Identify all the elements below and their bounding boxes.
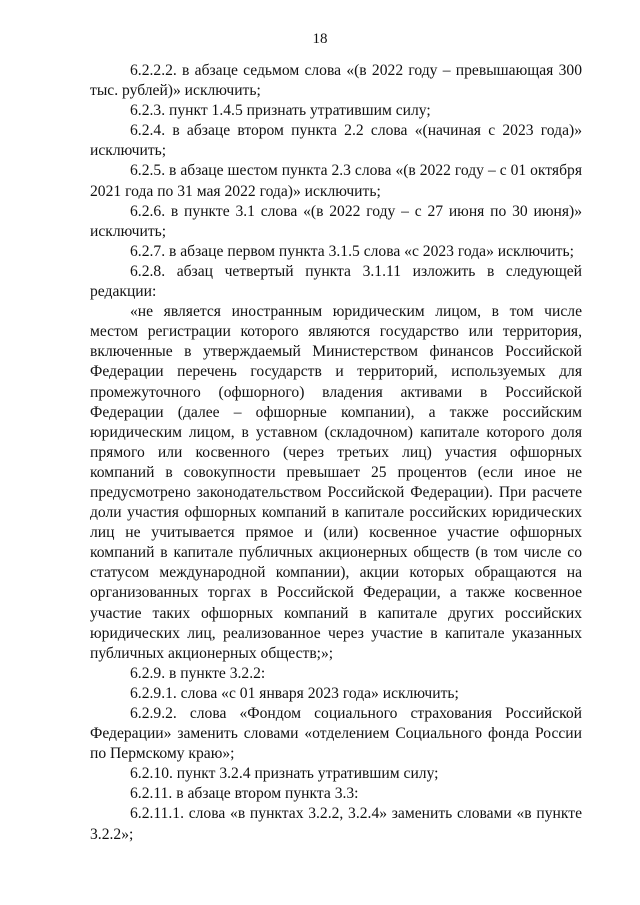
paragraph-6-2-11: 6.2.11. в абзаце втором пункта 3.3:	[130, 785, 359, 803]
paragraph-6-2-3: 6.2.3. пункт 1.4.5 признать утратившим силу;	[130, 102, 431, 120]
paragraph-6-2-8: 6.2.8. абзац четвертый пункта 3.1.11 изложить в следующей редакции:	[90, 262, 582, 301]
paragraph-6-2-9-1: 6.2.9.1. слова «с 01 января 2023 года» исключить;	[130, 684, 459, 702]
paragraph-6-2-10: 6.2.10. пункт 3.2.4 признать утратившим силу;	[130, 765, 439, 783]
paragraph-6-2-2-2: 6.2.2.2. в абзаце седьмом слова «(в 2022 году – превышающая 300 тыс. рублей)» исключить;	[90, 62, 582, 100]
paragraph-6-2-6: 6.2.6. в пункте 3.1 слова «(в 2022 году – с 27 июня по 30 июня)» исключить;	[90, 202, 582, 240]
paragraph-6-2-4: 6.2.4. в абзаце втором пункта 2.2 слова «(начиная с 2023 года)» исключить;	[90, 122, 582, 160]
paragraph-6-2-11-1: 6.2.11.1. слова «в пунктах 3.2.2, 3.2.4» заменить словами «в пункте 3.2.2»;	[90, 805, 582, 843]
paragraph-6-2-5: 6.2.5. в абзаце шестом пункта 2.3 слова «(в 2022 году – с 01 октября 2021 года по 31 мая 2022 года)» исключить;	[90, 162, 582, 200]
paragraph-6-2-9: 6.2.9. в пункте 3.2.2:	[130, 664, 266, 682]
paragraph-6-2-9-2: 6.2.9.2. слова «Фондом социального страхования Российской Федерации» заменить словами «отделением Социального фонда России по Пермскому краю»;	[90, 705, 582, 763]
paragraph-6-2-7: 6.2.7. в абзаце первом пункта 3.1.5 слова «с 2023 года» исключить;	[130, 242, 574, 260]
quoted-new-wording: «не является иностранным юридическим лицом, в том числе местом регистрации которого являются государство или территория, включенные в утверждаемый Министерством финансов Российской Федерации перечень государств и территорий, используемых для промежуточного (офшорного) владения активами в Российской Федерации (далее – офшорные компании), а также российским юридическим лицом, в уставном (складочном) капитале которого доля прямого или косвенного (через третьих лиц) участия офшорных компаний в совокупности превышает 25 процентов (если иное не предусмотрено законодательством Российской Федерации). При расчете доли участия офшорных компаний в капитале российских юридических лиц не учитывается прямое и (или) косвенное участие офшорных компаний в капитале публичных акционерных обществ (в том числе со статусом международной компании), акции которых обращаются на организованных торгах в Российской Федерации, а также косвенное участие таких офшорных компаний в капитале других российских юридических лиц, реализованное через участие в капитале указанных публичных акционерных обществ;»;	[90, 303, 582, 662]
document-body	[90, 61, 582, 845]
page-number: 18	[312, 31, 328, 47]
